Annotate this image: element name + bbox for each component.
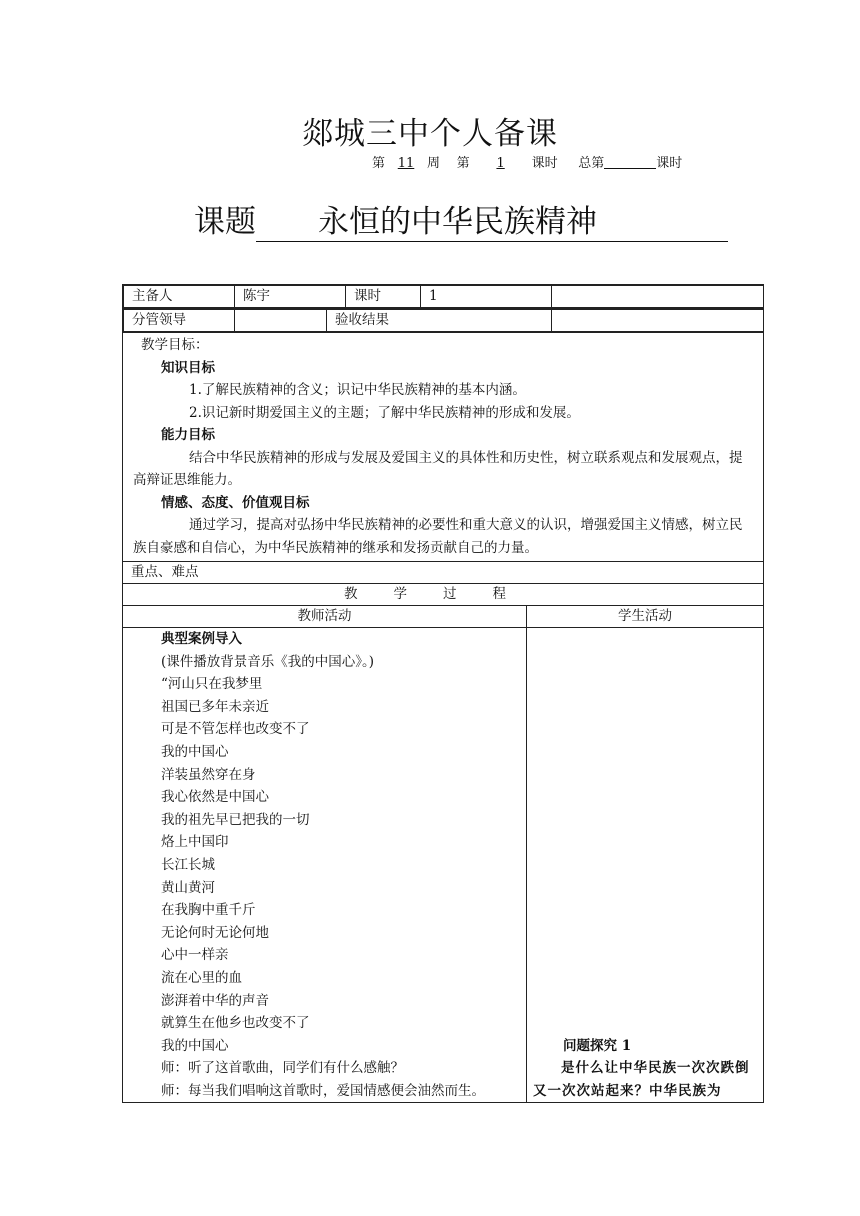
teacher-line: 师：每当我们唱响这首歌时，爱国情感便会油然而生。 <box>161 1082 485 1099</box>
period-label: 课时 <box>346 286 421 308</box>
teacher-line: 我的祖先早已把我的一切 <box>161 811 310 828</box>
info-row-2 <box>123 309 764 333</box>
emotion-title: 情感、态度、价值观目标 <box>161 494 310 511</box>
teacher-line: 我的中国心 <box>161 1037 229 1054</box>
preparer-label: 主备人 <box>124 286 235 308</box>
subject-title: 永恒的中华民族精神 <box>256 203 728 242</box>
teacher-line: 祖国已多年未亲近 <box>161 698 269 715</box>
key-points-label: 重点、难点 <box>123 562 764 584</box>
leader-value <box>235 310 327 332</box>
subject-label: 课题 <box>194 204 256 240</box>
knowledge-item-2: 2.识记新时期爱国主义的主题；了解中华民族精神的形成和发展。 <box>189 404 580 421</box>
question-text: 是什么让中华民族一次次跌倒又一次次站起来？中华民族为 <box>533 1060 750 1099</box>
teacher-line: 长江长城 <box>161 856 215 873</box>
total-prefix: 总第 <box>578 156 605 171</box>
week-number: 11 <box>397 156 415 171</box>
lesson-suffix: 课时 <box>531 156 558 171</box>
lesson-prefix: 第 <box>456 156 470 171</box>
goals-heading: 教学目标： <box>141 337 209 353</box>
teacher-line: 就算生在他乡也改变不了 <box>161 1015 310 1032</box>
teacher-line: 可是不管怎样也改变不了 <box>161 721 310 738</box>
total-suffix: 课时 <box>656 156 683 171</box>
teacher-line: 流在心里的血 <box>161 969 242 986</box>
knowledge-item-1: 1.了解民族精神的含义；识记中华民族精神的基本内涵。 <box>189 382 526 398</box>
student-activity-cell <box>527 628 764 1103</box>
column-header-row <box>123 606 764 628</box>
review-value <box>552 310 764 332</box>
total-number <box>604 154 656 169</box>
lesson-plan-table <box>122 284 764 1103</box>
section-title: 典型案例导入 <box>161 631 242 647</box>
teacher-line: 烙上中国印 <box>161 834 229 851</box>
question-title: 问题探究 1 <box>563 1037 632 1054</box>
info-blank <box>552 286 764 308</box>
key-points-row <box>123 562 764 584</box>
subject-line <box>194 196 728 242</box>
info-row-1 <box>123 285 764 309</box>
teacher-line: 在我胸中重千斤 <box>161 902 256 919</box>
teacher-activity-cell <box>123 628 527 1103</box>
teacher-line: (课件播放背景音乐《我的中国心》。) <box>161 653 375 670</box>
teacher-column-header: 教师活动 <box>123 606 527 628</box>
teacher-line: “河山只在我梦里 <box>161 676 263 693</box>
teacher-line: 无论何时无论何地 <box>161 924 269 941</box>
preparer-name: 陈宇 <box>235 286 346 308</box>
process-header: 教学过程 <box>123 584 764 606</box>
review-label: 验收结果 <box>327 310 552 332</box>
ability-title: 能力目标 <box>161 427 215 443</box>
goals-row <box>123 333 764 562</box>
emotion-text: 通过学习，提高对弘扬中华民族精神的必要性和重大意义的认识，增强爱国主义情感，树立民族自豪感和自信心，为中华民族精神的继承和发扬贡献自己的力量。 <box>133 517 743 556</box>
ability-text: 结合中华民族精神的形成与发展及爱国主义的具体性和历史性，树立联系观点和发展观点，提高辩证思维能力。 <box>133 449 743 488</box>
teacher-line: 澎湃着中华的声音 <box>161 992 269 1009</box>
teacher-line: 师：听了这首歌曲，同学们有什么感触？ <box>161 1060 404 1077</box>
teacher-line: 心中一样亲 <box>161 947 229 964</box>
page-title: 郯城三中个人备课 <box>302 116 558 152</box>
week-prefix: 第 <box>372 156 386 171</box>
teacher-line: 黄山黄河 <box>161 879 215 896</box>
student-column-header: 学生活动 <box>527 606 764 628</box>
knowledge-title: 知识目标 <box>161 359 215 376</box>
week-line <box>372 152 682 171</box>
lesson-number: 1 <box>496 156 505 171</box>
week-suffix: 周 <box>427 156 441 171</box>
teacher-line: 洋装虽然穿在身 <box>161 766 256 783</box>
period-value: 1 <box>421 286 552 308</box>
leader-label: 分管领导 <box>124 310 235 332</box>
activity-row <box>123 628 764 1103</box>
teacher-line: 我的中国心 <box>161 743 229 760</box>
teacher-line: 我心依然是中国心 <box>161 789 269 806</box>
process-header-row <box>123 584 764 606</box>
